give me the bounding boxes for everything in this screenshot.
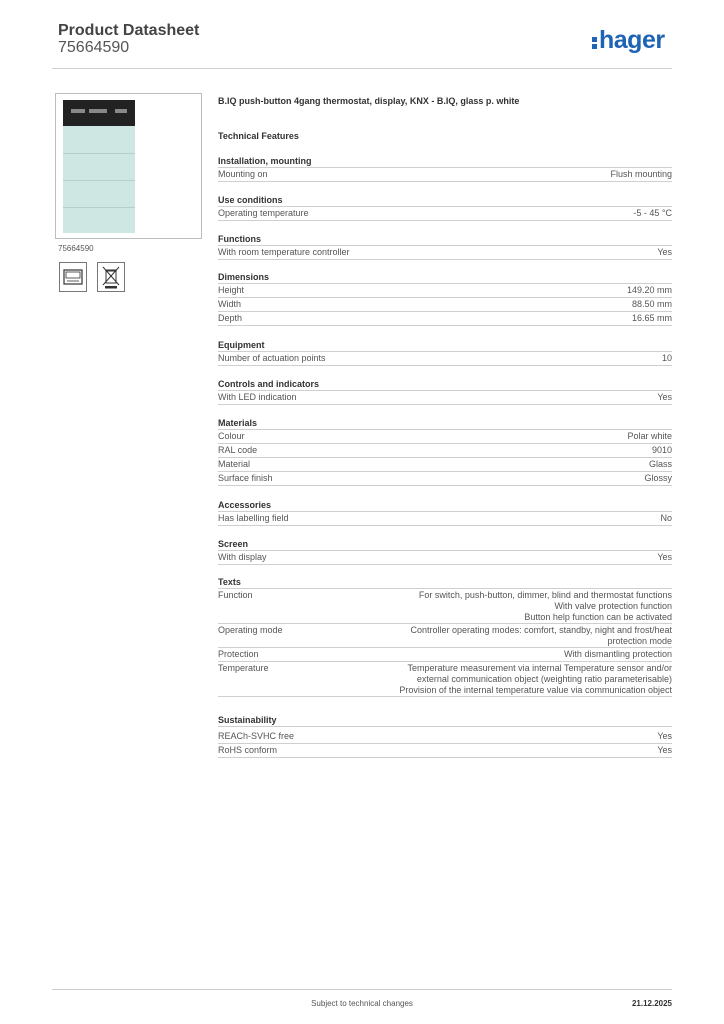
table-row: Protection With dismantling protection	[218, 648, 672, 662]
table-row: Mounting on Flush mounting	[218, 168, 672, 182]
table-row: RoHS conform Yes	[218, 744, 672, 758]
table-row: Operating mode Controller operating modes: comfort, standby, night and frost/heat protection mode	[218, 625, 672, 646]
table-row: Surface finish Glossy	[218, 472, 672, 486]
section-installation: Installation, mounting Mounting on Flush mounting	[218, 156, 672, 182]
table-row: REACh-SVHC free Yes	[218, 730, 672, 744]
device-display	[63, 100, 135, 126]
table-row: Colour Polar white	[218, 430, 672, 444]
table-row: Temperature Temperature measurement via internal Temperature sensor and/or external communication object (weighting ratio parameterisable) Provision of the internal temperature value via communication object	[218, 663, 672, 695]
device-illustration	[63, 100, 135, 233]
table-row: RAL code 9010	[218, 444, 672, 458]
section-sustainability: Sustainability REACh-SVHC free Yes RoHS conform Yes	[218, 715, 672, 758]
display-symbol-icon	[59, 262, 87, 292]
product-image	[55, 93, 202, 239]
section-screen: Screen With display Yes	[218, 539, 672, 565]
table-row: Height 149.20 mm	[218, 284, 672, 298]
header-divider	[52, 68, 672, 69]
header-number: 75664590	[58, 39, 130, 56]
footer-divider	[52, 989, 672, 990]
section-materials: Materials Colour Polar white RAL code 9010 Material Glass Surface finish Glossy	[218, 418, 672, 486]
table-row: With LED indication Yes	[218, 391, 672, 405]
section-dimensions: Dimensions Height 149.20 mm Width 88.50 mm Depth 16.65 mm	[218, 272, 672, 326]
section-functions: Functions With room temperature controller Yes	[218, 234, 672, 260]
product-title: B.IQ push-button 4gang thermostat, display, KNX - B.IQ, glass p. white	[218, 96, 520, 106]
logo-dots-icon	[592, 33, 597, 49]
footer-date: 21.12.2025	[631, 999, 672, 1008]
table-row: With room temperature controller Yes	[218, 246, 672, 260]
section-controls: Controls and indicators With LED indication Yes	[218, 379, 672, 405]
header-title: Product Datasheet	[58, 22, 200, 39]
table-row: Has labelling field No	[218, 512, 672, 526]
table-row: Depth 16.65 mm	[218, 312, 672, 326]
section-accessories: Accessories Has labelling field No	[218, 500, 672, 526]
footer-note: Subject to technical changes	[311, 999, 413, 1008]
hager-logo	[592, 26, 665, 55]
table-row: Function For switch, push-button, dimmer, blind and thermostat functions With valve protection function Button help function can be activated	[218, 590, 672, 622]
section-equipment: Equipment Number of actuation points 10	[218, 340, 672, 366]
table-row: Number of actuation points 10	[218, 352, 672, 366]
table-row: With display Yes	[218, 551, 672, 565]
article-number: 75664590	[58, 244, 94, 253]
table-row: Operating temperature -5 - 45 °C	[218, 207, 672, 221]
section-texts: Texts Function For switch, push-button, dimmer, blind and thermostat functions With valve protection function Button help function can be activated Operating mode Controller operating modes: comfort, standby, night and frost/heat protection mode Protection With dismantling protection Temperature Temperature measurement via internal Temperature sensor and/or external communication object (weighting ratio parameterisable) Provision of the internal temperature value via communication object	[218, 577, 672, 695]
technical-features-heading: Technical Features	[218, 131, 299, 141]
table-row: Material Glass	[218, 458, 672, 472]
section-use-conditions: Use conditions Operating temperature -5 - 45 °C	[218, 195, 672, 221]
logo-text: hager	[599, 26, 665, 54]
weee-bin-icon	[97, 262, 125, 292]
table-row: Width 88.50 mm	[218, 298, 672, 312]
